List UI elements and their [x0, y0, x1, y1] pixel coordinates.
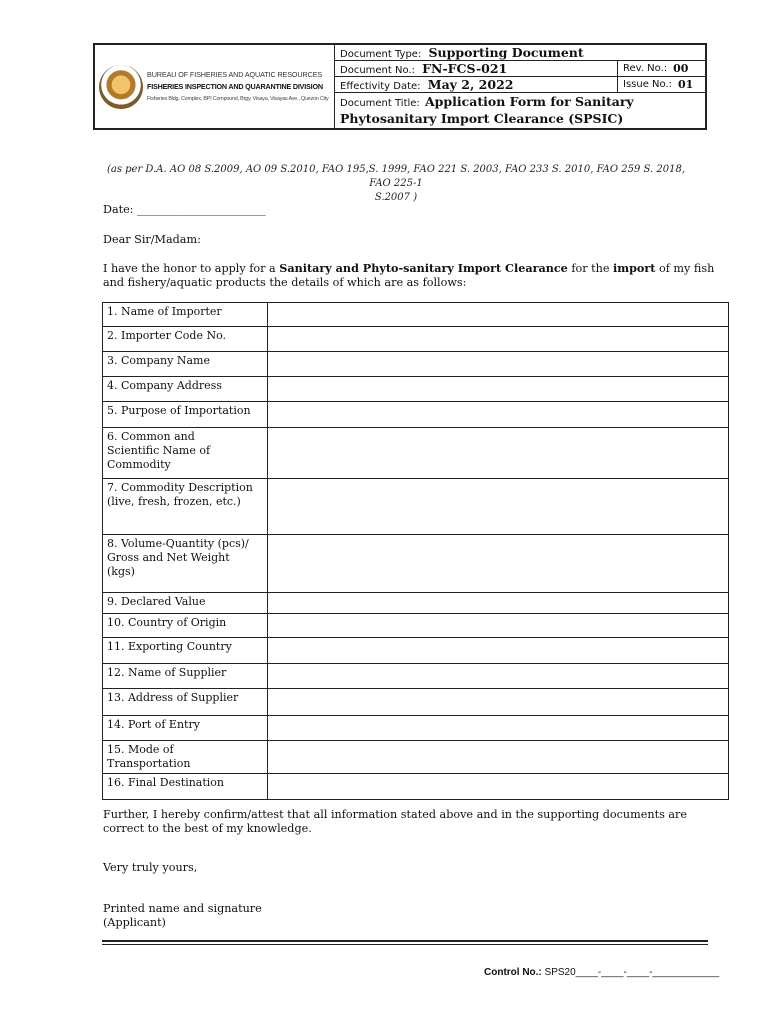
form-field-value[interactable] — [268, 327, 729, 352]
form-row — [103, 535, 729, 593]
form-row — [103, 774, 729, 800]
form-row — [103, 377, 729, 402]
issue-no — [617, 77, 705, 92]
doc-type-label: Document Type: — [340, 49, 422, 60]
doc-title — [335, 94, 639, 128]
form-field-value[interactable] — [268, 479, 729, 535]
form-field-value[interactable] — [268, 377, 729, 402]
printed-name-label: Printed name and signature — [103, 902, 262, 915]
form-field-value[interactable] — [268, 774, 729, 800]
form-field-label: 4. Company Address — [103, 377, 268, 402]
confirmation-paragraph — [103, 808, 723, 836]
form-field-label: 10. Country of Origin — [103, 614, 268, 638]
control-number[interactable] — [484, 967, 719, 978]
reference-line-1: (as per D.A. AO 08 S.2009, AO 09 S.2010, FAO 195,S. 1999, FAO 221 S. 2003, FAO 233 S. 2010, FAO 259 S. 2018, FAO 225-1 — [106, 164, 686, 189]
form-field-label: 3. Company Name — [103, 352, 268, 377]
sign-off: Very truly yours, — [103, 861, 198, 874]
rev-no-value: 00 — [673, 62, 689, 75]
doc-title-row — [335, 93, 705, 128]
agency-block — [95, 45, 335, 128]
form-row — [103, 327, 729, 352]
rev-no-label: Rev. No.: — [623, 63, 668, 74]
intro-text-c: for the — [567, 262, 613, 275]
intro-text-a: I have the honor to apply for a — [103, 262, 280, 275]
control-value: SPS20____-____-____-____________ — [541, 967, 720, 978]
doc-title-line-1: Application Form for Sanitary — [424, 94, 634, 109]
document-meta — [335, 45, 705, 128]
form-field-label: 5. Purpose of Importation — [103, 402, 268, 428]
effectivity-row — [335, 77, 705, 93]
form-field-value[interactable] — [268, 428, 729, 479]
doc-no — [335, 61, 617, 76]
form-field-value[interactable] — [268, 535, 729, 593]
form-row — [103, 593, 729, 614]
legal-reference — [96, 163, 696, 205]
agency-name — [147, 69, 328, 105]
doc-title-label: Document Title: — [340, 98, 420, 109]
form-field-label: 6. Common and Scientific Name of Commodity — [103, 428, 268, 479]
doc-no-row — [335, 61, 705, 77]
intro-text-d: import — [613, 261, 656, 275]
form-row — [103, 428, 729, 479]
intro-text-e: of my fish — [655, 262, 715, 275]
control-label: Control No.: — [484, 967, 542, 978]
issue-no-label: Issue No.: — [623, 79, 673, 90]
confirm-line-1: Further, I hereby confirm/attest that all information stated above and in the supporting documents are — [103, 808, 688, 821]
form-field-value[interactable] — [268, 402, 729, 428]
agency-line-2: FISHERIES INSPECTION AND QUARANTINE DIVISION — [147, 81, 323, 91]
reference-line-2: S.2007 ) — [374, 192, 418, 203]
effectivity — [335, 77, 617, 92]
form-row — [103, 664, 729, 689]
form-field-label: 2. Importer Code No. — [103, 327, 268, 352]
form-field-label: 1. Name of Importer — [103, 303, 268, 327]
agency-line-1: BUREAU OF FISHERIES AND AQUATIC RESOURCES — [147, 69, 323, 79]
application-form-table — [102, 302, 729, 800]
document-header — [93, 43, 707, 130]
doc-no-label: Document No.: — [340, 65, 415, 76]
confirm-line-2: correct to the best of my knowledge. — [103, 822, 312, 835]
form-row — [103, 303, 729, 327]
intro-paragraph — [103, 261, 723, 290]
form-field-value[interactable] — [268, 716, 729, 741]
issue-no-value: 01 — [678, 78, 694, 91]
doc-title-line-2: Phytosanitary Import Clearance (SPSIC) — [340, 111, 624, 126]
applicant-label: (Applicant) — [103, 916, 166, 929]
form-field-label: 15. Mode of Transportation — [103, 741, 268, 774]
form-field-label: 16. Final Destination — [103, 774, 268, 800]
intro-line-2: and fishery/aquatic products the details of which are as follows: — [103, 276, 467, 289]
form-field-label: 14. Port of Entry — [103, 716, 268, 741]
form-row — [103, 741, 729, 774]
form-row — [103, 479, 729, 535]
form-field-value[interactable] — [268, 689, 729, 716]
form-row — [103, 402, 729, 428]
form-row — [103, 352, 729, 377]
effectivity-label: Effectivity Date: — [340, 81, 421, 92]
form-field-label: 8. Volume-Quantity (pcs)/ Gross and Net Weight (kgs) — [103, 535, 268, 593]
form-field-label: 13. Address of Supplier — [103, 689, 268, 716]
form-field-label: 9. Declared Value — [103, 593, 268, 614]
intro-text-b: Sanitary and Phyto-sanitary Import Clearance — [279, 261, 568, 275]
form-field-value[interactable] — [268, 593, 729, 614]
doc-no-value: FN-FCS-021 — [422, 61, 508, 76]
form-field-label: 11. Exporting Country — [103, 638, 268, 664]
bfar-seal-logo — [99, 65, 143, 109]
form-field-value[interactable] — [268, 638, 729, 664]
doc-type-value: Supporting Document — [428, 45, 584, 60]
form-row — [103, 716, 729, 741]
form-field-value[interactable] — [268, 614, 729, 638]
form-row — [103, 638, 729, 664]
agency-address: Fisheries Bldg. Complex, BPI Compound, Brgy. Visaya, Visayas Ave., Quezon City — [147, 95, 329, 102]
form-field-value[interactable] — [268, 664, 729, 689]
footer-rule-thin — [102, 944, 708, 945]
form-field-label: 12. Name of Supplier — [103, 664, 268, 689]
date-field[interactable]: Date: _______________________ — [103, 203, 266, 216]
form-field-label: 7. Commodity Description (live, fresh, frozen, etc.) — [103, 479, 268, 535]
effectivity-value: May 2, 2022 — [427, 77, 514, 92]
footer-rule — [102, 940, 708, 942]
doc-type-row — [335, 45, 705, 61]
form-field-value[interactable] — [268, 352, 729, 377]
form-row — [103, 614, 729, 638]
rev-no — [617, 61, 705, 76]
form-field-value[interactable] — [268, 303, 729, 327]
form-field-value[interactable] — [268, 741, 729, 774]
salutation: Dear Sir/Madam: — [103, 233, 201, 246]
form-row — [103, 689, 729, 716]
signature-block[interactable] — [103, 902, 262, 930]
doc-type — [335, 45, 589, 60]
